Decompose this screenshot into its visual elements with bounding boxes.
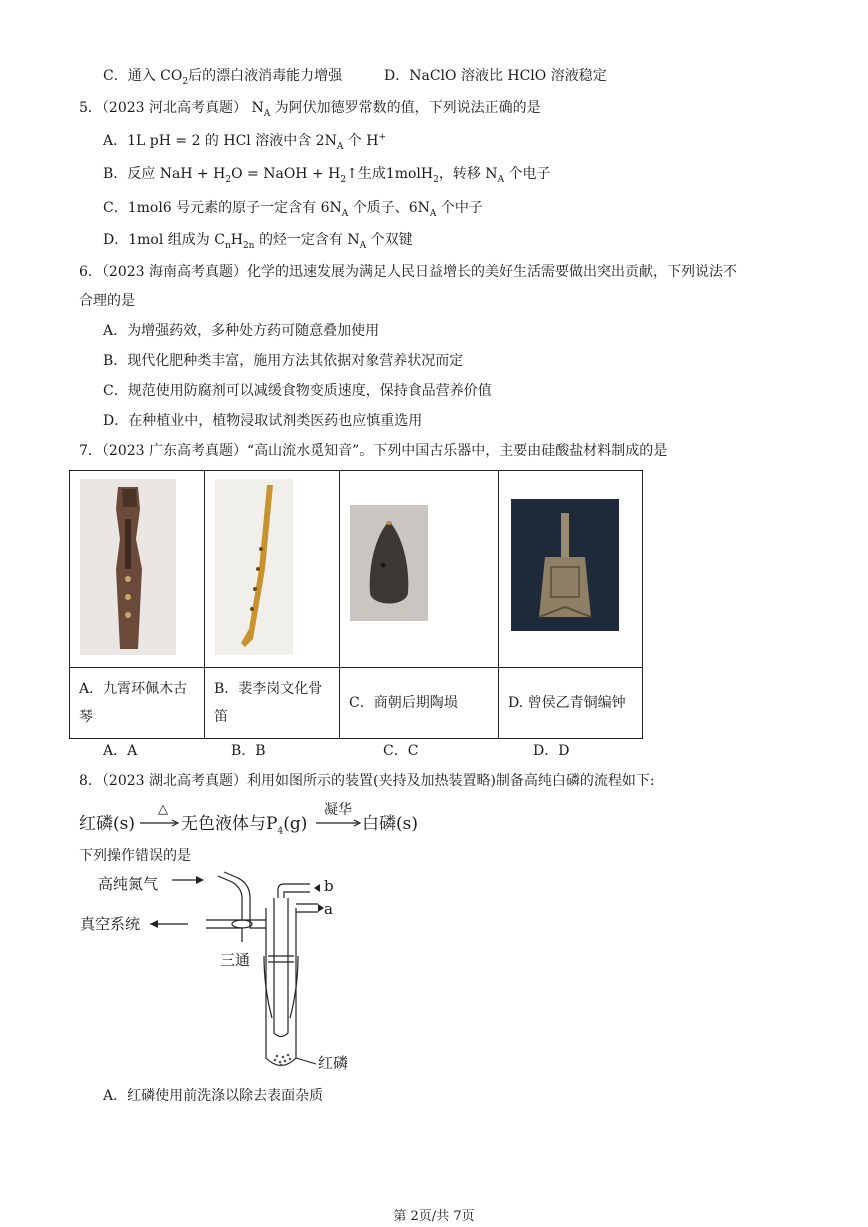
label-nitrogen: 高纯氮气 (98, 875, 159, 893)
q6-option-a: A．为增强药效，多种处方药可随意叠加使用 (103, 323, 380, 339)
flow-arrow-1 (140, 818, 180, 828)
instrument-table (69, 470, 643, 739)
q7-answer-d: D．D (533, 743, 570, 759)
q4-option-c: C．通入 $CO_2$后的漂白液消毒能力增强 (103, 68, 343, 87)
q7-answer-a: A．A (103, 743, 138, 759)
label-outlet-a: a (324, 900, 333, 918)
q6-stem-line1: 6．（2023 海南高考真题）化学的迅速发展为满足人民日益增长的美好生活需要做出突出贡献，下列说法不 (79, 264, 737, 280)
q4-option-d: D．NaClO 溶液比 HClO 溶液稳定 (384, 68, 607, 84)
flow-white-p: 白磷(s) (362, 814, 418, 834)
q7-stem: 7．（2023 广东高考真题）“高山流水觅知音”。下列中国古乐器中，主要由硅酸盐材料制成的是 (79, 443, 668, 459)
pottery-xun-image (350, 505, 428, 621)
bone-flute-image (215, 479, 293, 655)
flow-arrow-2 (316, 818, 362, 828)
q6-stem-line2: 合理的是 (79, 293, 135, 309)
pottery-xun-image-cell (340, 471, 499, 668)
q5-option-b: B．反应 NaH + $H_2O$ = NaOH + $H_2↑$生成1molH$_2$，转移 $N_A$ 个电子 (103, 166, 551, 185)
label-vacuum: 真空系统 (80, 915, 141, 933)
caption-a: A．九霄环佩木古琴 (70, 668, 205, 739)
caption-d: D. 曾侯乙青铜编钟 (499, 668, 643, 739)
q5-option-d: D．1mol 组成为 $C_nH_{2n}$ 的烃一定含有 $N_A$ 个双键 (103, 232, 413, 251)
q6-option-c: C．规范使用防腐剂可以减缓食物变质速度，保持食品营养价值 (103, 383, 492, 399)
flow-sublimation-label: 凝华 (324, 802, 352, 818)
guqin-image (80, 479, 176, 655)
flow-red-p: 红磷(s) (79, 814, 135, 834)
label-red-phosphorus: 红磷 (318, 1054, 349, 1072)
bronze-bell-image (511, 499, 619, 631)
guqin-image-cell (70, 471, 205, 668)
q8-prompt: 下列操作错误的是 (79, 848, 191, 864)
bronze-bell-image-cell (499, 471, 643, 668)
q7-answer-c: C．C (383, 743, 419, 759)
q5-option-a: A．1L pH = 2 的 HCl 溶液中含 $2N_A$ 个 H+ (103, 132, 387, 152)
flow-heat-label: △ (158, 802, 168, 817)
q7-answer-b: B．B (231, 743, 266, 759)
q8-stem: 8．（2023 湖北高考真题）利用如图所示的装置(夹持及加热装置略)制备高纯白磷的流程如下: (79, 773, 655, 789)
q6-option-b: B．现代化肥种类丰富，施用方法其依据对象营养状况而定 (103, 353, 464, 369)
apparatus-diagram (78, 868, 378, 1078)
bone-flute-image-cell (205, 471, 340, 668)
label-outlet-b: b (324, 877, 334, 895)
q8-option-a: A．红磷使用前洗涤以除去表面杂质 (103, 1088, 324, 1104)
q6-option-d: D．在种植业中，植物浸取试剂类医药也应慎重选用 (103, 413, 423, 429)
caption-c: C．商朝后期陶埙 (340, 668, 499, 739)
label-three-way-valve: 三通 (220, 951, 251, 969)
caption-b: B．裴李岗文化骨笛 (205, 668, 340, 739)
page-footer: 第 2页/共 7页 (393, 1209, 475, 1224)
q5-option-c: C．1mol6 号元素的原子一定含有 $6N_A$ 个质子、$6N_A$ 个中子 (103, 200, 483, 219)
flow-intermediate: 无色液体与$P_4(g)$ (181, 814, 308, 837)
q5-stem: 5．（2023 河北高考真题） $N_A$ 为阿伏加德罗常数的值，下列说法正确的是 (79, 100, 541, 119)
